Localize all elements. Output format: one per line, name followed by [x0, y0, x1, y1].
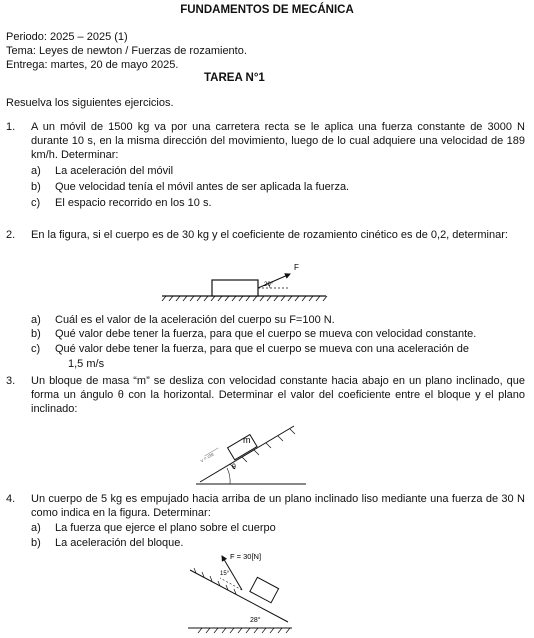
q1-item-c: El espacio recorrido en los 10 s.	[55, 197, 212, 209]
q4-item-b: La aceleración del bloque.	[55, 537, 184, 549]
block	[212, 280, 258, 296]
q4-figure	[180, 548, 300, 636]
q2-figure	[160, 258, 330, 306]
angle-label: 20°	[264, 282, 274, 288]
q4-item-a: La fuerza que ejerce el plano sobre el cuerpo	[55, 522, 276, 534]
q3-figure	[190, 418, 312, 488]
q4-item-a-letter: a)	[31, 522, 41, 534]
q3-text: Un bloque de masa “m” se desliza con velocidad constante hacia abajo en un plano inclinado, que forma un ángulo θ con la horizontal. Determinar el valor del coeficiente entre el bloque y el plano inclinado:	[31, 375, 525, 415]
tarea-heading: TAREA N°1	[204, 72, 265, 84]
angle1-label: 15°	[220, 571, 230, 577]
q3-number: 3.	[6, 375, 16, 387]
mass-label: m	[243, 435, 251, 445]
q2-item-c-cont: 1,5 m/s	[68, 358, 105, 370]
angle2-label: 28°	[250, 617, 261, 624]
theta-label: θ	[232, 464, 236, 471]
q1-number: 1.	[6, 121, 16, 133]
periodo-line: Periodo: 2025 – 2025 (1)	[6, 31, 128, 43]
q2-item-c-letter: c)	[31, 343, 41, 355]
q1-item-b: Que velocidad tenía el móvil antes de ser aplicada la fuerza.	[55, 181, 350, 193]
velocity-label: v = cte	[199, 451, 216, 465]
theta-arc	[227, 468, 230, 484]
entrega-line: Entrega: martes, 20 de mayo 2025.	[6, 59, 179, 71]
q2-item-b: Qué valor debe tener la fuerza, para que el cuerpo se mueva con velocidad constante.	[55, 328, 477, 340]
q4-text: Un cuerpo de 5 kg es empujado hacia arriba de un plano inclinado liso mediante una fuerza de 30 N como indica en la figura. Determinar:	[31, 493, 525, 519]
q1-item-c-letter: c)	[31, 197, 41, 209]
q2-item-a-letter: a)	[31, 314, 41, 326]
ground-hatch	[162, 296, 327, 301]
q2-number: 2.	[6, 229, 16, 241]
tema-line: Tema: Leyes de newton / Fuerzas de rozamiento.	[6, 45, 247, 57]
q2-item-b-letter: b)	[31, 328, 41, 340]
q2-text: En la figura, si el cuerpo es de 30 kg y el coeficiente de rozamiento cinético es de 0,2, determinar:	[31, 229, 508, 241]
q1-item-a: La aceleración del móvil	[55, 165, 174, 177]
incline-hatch	[194, 568, 236, 594]
force-arrow	[258, 274, 290, 288]
force-label: F	[294, 263, 299, 272]
base-hatch	[198, 628, 290, 633]
page-title: FUNDAMENTOS DE MECÁNICA	[180, 4, 354, 16]
block	[250, 577, 279, 602]
q2-item-c: Qué valor debe tener la fuerza, para que el cuerpo se mueva con una aceleración de	[55, 343, 469, 355]
q1-item-b-letter: b)	[31, 181, 41, 193]
q4-item-b-letter: b)	[31, 537, 41, 549]
intro-text: Resuelva los siguientes ejercicios.	[6, 97, 174, 109]
q1-item-a-letter: a)	[31, 165, 41, 177]
q4-number: 4.	[6, 493, 16, 505]
q2-item-a: Cuál es el valor de la aceleración del cuerpo su F=100 N.	[55, 314, 335, 326]
force-label: F = 30[N]	[230, 552, 262, 561]
q1-text: A un móvil de 1500 kg va por una carretera recta se le aplica una fuerza constante de 3000 N durante 10 s, en la misma dirección del movimiento, luego de lo cual adquiere una velocidad de 189 km/h. Determinar:	[31, 121, 525, 161]
